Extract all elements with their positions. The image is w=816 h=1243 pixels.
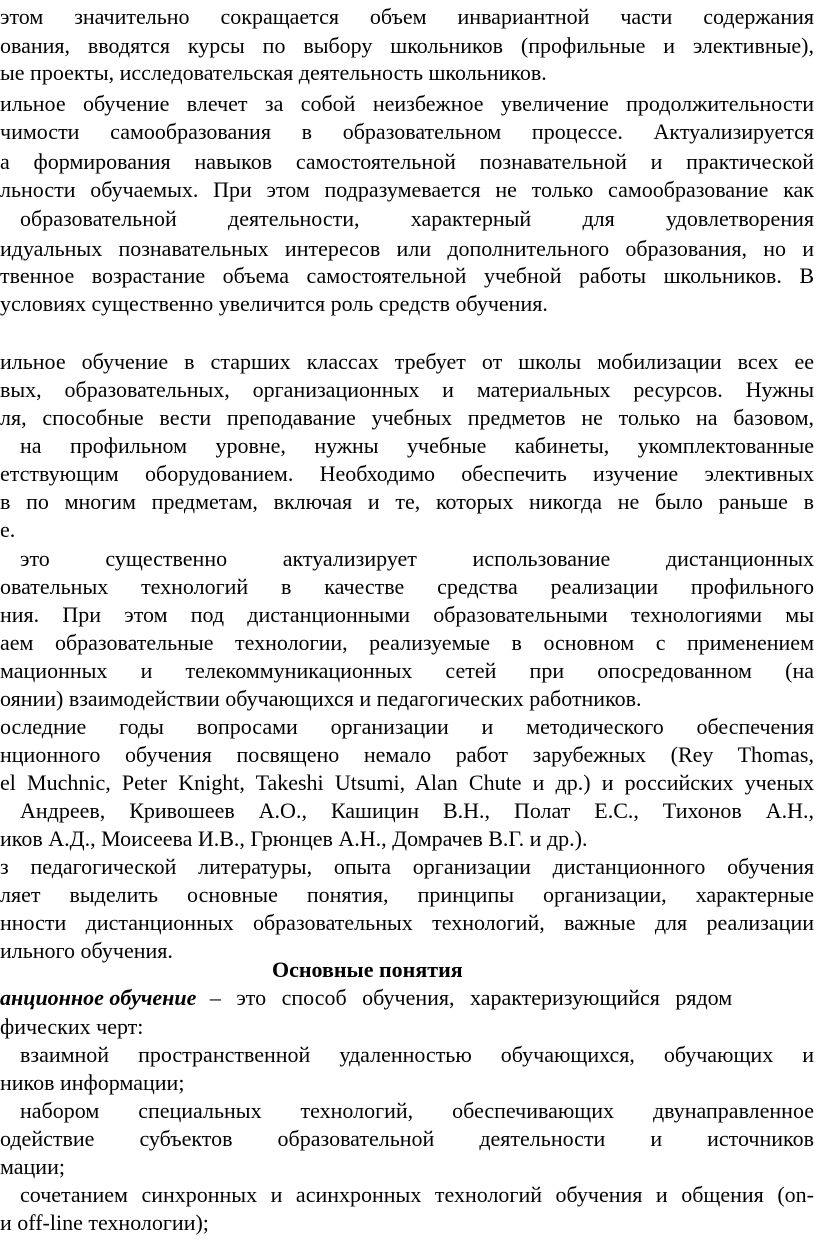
list-line: одействие субъектов образовательной деятельности и источников	[0, 1126, 814, 1151]
text-line: льности обучаемых. При этом подразумевается не только самообразование как	[0, 177, 814, 202]
text-line: ования, вводятся курсы по выбору школьников (профильные и элективные),	[0, 33, 814, 58]
text-line: овательных технологий в качестве средства реализации профильного	[0, 574, 814, 599]
text-line: этом значительно сокращается объем инвариантной части содержания	[0, 4, 814, 29]
text-line: оследние годы вопросами организации и методического обеспечения	[0, 714, 814, 739]
text-line: з педагогической литературы, опыта организации дистанционного обучения	[0, 854, 814, 879]
list-line: мации;	[0, 1154, 65, 1179]
text-line: el Muchnic, Peter Knight, Takeshi Utsumi, Alan Chute и др.) и российских ученых	[0, 770, 814, 795]
text-line: нционного обучения посвящено немало работ зарубежных (Rey Thomas,	[0, 742, 814, 767]
text-line: нности дистанционных образовательных технологий, важные для реализации	[0, 910, 814, 935]
text-line: иков А.Д., Моисеева И.В., Грюнцев А.Н., Домрачев В.Г. и др.).	[0, 826, 588, 851]
text-line: етствующим оборудованием. Необходимо обеспечить изучение элективных	[0, 461, 814, 486]
text-line: а формирования навыков самостоятельной познавательной и практической	[0, 149, 814, 174]
text-line: ляет выделить основные понятия, принципы организации, характерные	[0, 882, 814, 907]
text-line: Андреев, Кривошеев А.О., Кашицин В.Н., Полат Е.С., Тихонов А.Н.,	[20, 798, 814, 823]
text-line: это существенно актуализирует использование дистанционных	[20, 546, 814, 571]
definition-line	[0, 984, 816, 1012]
text-line: мационных и телекоммуникационных сетей при опосредованном (на	[0, 658, 814, 683]
text-line: ильное обучение влечет за собой неизбежное увеличение продолжительности	[0, 91, 814, 116]
text-line: ильного обучения.	[0, 938, 173, 963]
text-line: на профильном уровне, нужны учебные кабинеты, укомплектованные	[20, 433, 814, 458]
list-line: сочетанием синхронных и асинхронных технологий обучения и общения (on-	[20, 1182, 814, 1207]
list-line: и off-line технологии);	[0, 1210, 209, 1235]
text-line: чимости самообразования в образовательном процессе. Актуализируется	[0, 119, 814, 144]
text-line: вых, образовательных, организационных и материальных ресурсов. Нужны	[0, 377, 814, 402]
text-line: ильное обучение в старших классах требует от школы мобилизации всех ее	[0, 349, 814, 374]
list-line: взаимной пространственной удаленностью обучающихся, обучающих и	[20, 1042, 814, 1067]
text-line: ля, способные вести преподавание учебных предметов не только на базовом,	[0, 405, 814, 430]
text-line: условиях существенно увеличится роль средств обучения.	[0, 291, 548, 316]
text-line: в по многим предметам, включая и те, которых никогда не было раньше в	[0, 489, 814, 514]
text-line: твенное возрастание объема самостоятельной учебной работы школьников. В	[0, 263, 814, 288]
text-line: ые проекты, исследовательская деятельность школьников.	[0, 60, 547, 85]
definition-rest: – это способ обучения, характеризующийся рядом	[209, 985, 733, 1010]
definition-term: анционное обучение	[0, 985, 197, 1010]
list-line: ников информации;	[0, 1070, 185, 1095]
section-heading: Основные понятия	[272, 957, 463, 982]
text-line: е.	[0, 517, 16, 542]
list-line: набором специальных технологий, обеспечивающих двунаправленное	[20, 1098, 814, 1123]
list-line: фических черт:	[0, 1014, 144, 1039]
text-line: образовательной деятельности, характерный для удовлетворения	[20, 206, 814, 231]
text-line: оянии) взаимодействии обучающихся и педагогических работников.	[0, 686, 642, 711]
text-line: идуальных познавательных интересов или дополнительного образования, но и	[0, 236, 814, 261]
text-line: аем образовательные технологии, реализуемые в основном с применением	[0, 630, 814, 655]
text-line: ния. При этом под дистанционными образовательными технологиями мы	[0, 602, 814, 627]
